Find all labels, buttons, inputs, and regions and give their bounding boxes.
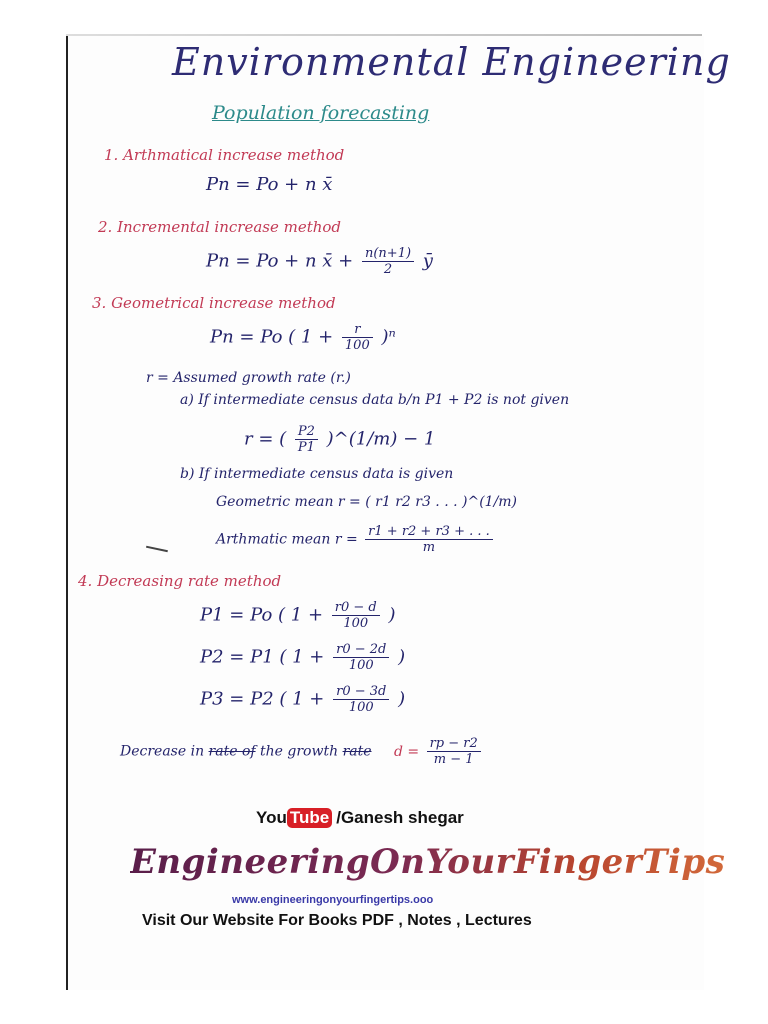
method-1-formula: Pn = Po + n x̄ xyxy=(206,174,333,195)
decreasing-formula-1-numerator: r0 − d xyxy=(332,600,380,616)
case-a-formula-left: r = ( xyxy=(244,428,287,450)
youtube-logo-you: You xyxy=(256,808,287,827)
page-title: Environmental Engineering xyxy=(172,40,731,84)
decreasing-formula-3-denominator: 100 xyxy=(348,700,374,715)
website-link[interactable]: www.engineeringonyourfingertips.ooo xyxy=(232,894,434,906)
method-2-fraction-numerator: n(n+1) xyxy=(362,246,414,262)
brand-logo: EngineeringOnYourFingerTips xyxy=(130,842,726,882)
case-a-fraction-numerator: P2 xyxy=(295,424,318,440)
decreasing-formula-2 xyxy=(200,642,405,673)
decreasing-formula-2-numerator: r0 − 2d xyxy=(333,642,389,658)
arithmetic-mean-numerator: r1 + r2 + r3 + . . . xyxy=(365,524,493,540)
method-3-fraction xyxy=(342,322,373,353)
method-3-fraction-denominator: 100 xyxy=(344,338,370,353)
decrease-struck-text: rate of xyxy=(208,743,256,760)
method-2-formula xyxy=(206,246,433,277)
decreasing-formula-3 xyxy=(200,684,405,715)
method-3-formula-left: Pn = Po ( 1 + xyxy=(210,326,334,348)
method-3-heading: 3. Geometrical increase method xyxy=(92,294,336,312)
youtube-channel-name: /Ganesh shegar xyxy=(336,808,464,827)
case-a-formula xyxy=(244,424,435,455)
method-2-fraction xyxy=(362,246,414,277)
method-3-fraction-numerator: r xyxy=(342,322,373,338)
case-a-formula-right: )^(1/m) − 1 xyxy=(326,428,436,450)
case-a-fraction xyxy=(295,424,318,455)
visit-website-text: Visit Our Website For Books PDF , Notes , Lectures xyxy=(142,912,532,929)
decreasing-formula-2-left: P2 = P1 ( 1 + xyxy=(200,646,325,668)
decreasing-formula-2-denominator: 100 xyxy=(348,658,374,673)
method-4-heading: 4. Decreasing rate method xyxy=(78,572,282,590)
youtube-channel[interactable] xyxy=(256,808,464,828)
decreasing-formula-1-denominator: 100 xyxy=(343,616,369,631)
decreasing-formula-2-fraction xyxy=(333,642,389,673)
decrease-struck-text-2: rate xyxy=(342,743,372,760)
method-2-fraction-denominator: 2 xyxy=(383,262,393,277)
decrease-prefix: Decrease in xyxy=(120,743,205,760)
case-b-text: b) If intermediate census data is given xyxy=(180,466,454,482)
arithmetic-mean-denominator: m xyxy=(422,540,436,555)
youtube-logo-tube: Tube xyxy=(287,808,332,828)
decreasing-formula-2-right: ) xyxy=(398,646,406,668)
geometric-mean-formula: Geometric mean r = ( r1 r2 r3 . . . )^(1/m) xyxy=(216,494,518,510)
decreasing-formula-3-right: ) xyxy=(398,688,406,710)
method-1-heading: 1. Arthmatical increase method xyxy=(104,146,345,164)
page-subtitle: Population forecasting xyxy=(212,102,430,124)
growth-rate-definition: r = Assumed growth rate (r.) xyxy=(146,370,351,386)
decreasing-formula-1-fraction xyxy=(332,600,380,631)
method-3-formula xyxy=(210,322,396,353)
method-2-formula-right: ȳ xyxy=(422,250,433,272)
decreasing-formula-1-right: ) xyxy=(388,604,396,626)
decreasing-formula-1-left: P1 = Po ( 1 + xyxy=(200,604,324,626)
method-2-heading: 2. Incremental increase method xyxy=(98,218,342,236)
decreasing-formula-3-left: P3 = P2 ( 1 + xyxy=(200,688,325,710)
decrease-fraction xyxy=(427,736,481,767)
method-3-formula-right: )ⁿ xyxy=(381,326,396,348)
case-a-fraction-denominator: P1 xyxy=(297,440,315,455)
decrease-fraction-denominator: m − 1 xyxy=(433,752,474,767)
arithmetic-mean-fraction xyxy=(365,524,493,555)
decreasing-formula-3-numerator: r0 − 3d xyxy=(333,684,389,700)
arithmetic-mean-formula xyxy=(216,524,496,555)
case-a-text: a) If intermediate census data b/n P1 + P2 is not given xyxy=(180,392,570,408)
decrease-middle: the growth xyxy=(260,743,339,760)
decrease-variable: d = xyxy=(393,743,420,760)
arithmetic-mean-left: Arthmatic mean r = xyxy=(216,531,358,548)
decreasing-formula-1 xyxy=(200,600,396,631)
decrease-fraction-numerator: rp − r2 xyxy=(427,736,481,752)
decrease-rate-formula xyxy=(120,736,484,767)
decreasing-formula-3-fraction xyxy=(333,684,389,715)
method-2-formula-left: Pn = Po + n x̄ + xyxy=(206,250,354,272)
